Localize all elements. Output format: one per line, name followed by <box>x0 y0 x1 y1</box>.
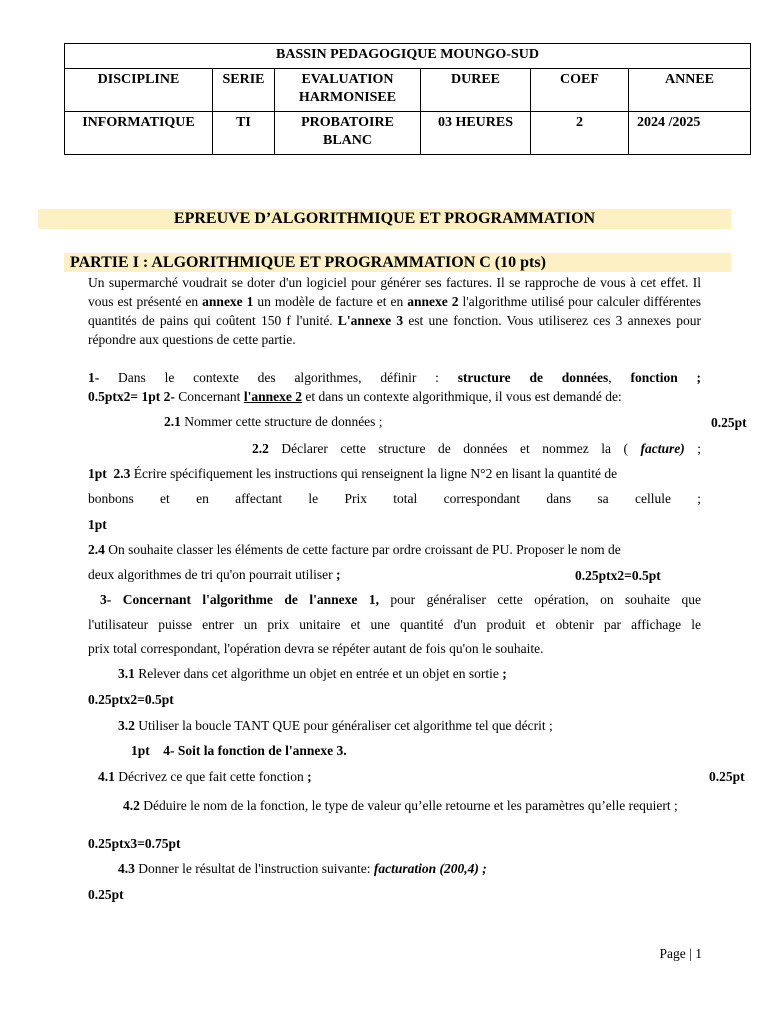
page-number: Page | 1 <box>659 946 702 961</box>
q3-text-2: l'utilisateur puisse entrer un prix unitaire et une quantité d'un produit et obtenir par affichage le <box>88 617 701 632</box>
col-header-duree: DUREE <box>421 69 531 112</box>
q22-text: Déclarer cette structure de données et nommez la ( <box>268 441 641 456</box>
q2-text-2: et dans un contexte algorithmique, il vous est demandé de: <box>301 389 622 404</box>
question-3-line-3 <box>88 639 701 658</box>
question-3-line-1 <box>100 590 701 609</box>
q43-number: 4.3 <box>118 861 135 876</box>
q1-number: 1- <box>88 370 100 385</box>
intro-text-1: Un supermarché voudrait se doter d'un logiciel pour générer ses factures. Il se rapproche de vous à cet effet. Il vous est présenté en <box>88 275 701 309</box>
intro-ref-annexe-3: L'annexe 3 <box>337 313 404 328</box>
question-4-heading-line <box>131 741 347 760</box>
q22-end: ; <box>684 441 701 456</box>
q31-text: Relever dans cet algorithme un objet en entrée et un objet en sortie <box>134 666 503 681</box>
q1-points: 0.5ptx2= 1pt <box>88 389 161 404</box>
question-4-2 <box>88 797 701 814</box>
q32-number: 3.2 <box>118 718 135 733</box>
question-2-3-line-2 <box>88 489 701 508</box>
q42-points: 0.25ptx3=0.75pt <box>88 836 181 851</box>
q21-number: 2.1 <box>164 414 181 429</box>
q4-heading: 4- Soit la fonction de l'annexe 3. <box>163 743 347 758</box>
q2-number: 2- <box>163 389 175 404</box>
cell-evaluation: PROBATOIRE BLANC <box>275 112 421 155</box>
intro-text-4: est une fonction. Vous utiliserez ces 3 annexes pour répondre aux questions de cette partie. <box>88 313 701 347</box>
table-title: BASSIN PEDAGOGIQUE MOUNGO-SUD <box>65 44 751 69</box>
q3-heading: 3- Concernant l'algorithme de l'annexe 1, <box>100 592 379 607</box>
q32-points: 1pt <box>131 743 150 758</box>
q41-points: 0.25pt <box>709 769 745 784</box>
q31-semicolon: ; <box>502 666 507 681</box>
q22-points: 1pt <box>88 466 107 481</box>
question-2-3-line-1 <box>88 464 701 483</box>
question-4-3 <box>118 859 487 878</box>
question-2-4-line-1 <box>88 540 701 559</box>
q24-text-1: On souhaite classer les éléments de cette facture par ordre croissant de PU. Proposer le nom de <box>104 542 621 557</box>
col-header-discipline: DISCIPLINE <box>65 69 213 112</box>
q31-points: 0.25ptx2=0.5pt <box>88 692 174 707</box>
header-table <box>64 43 751 155</box>
q42-text: Déduire le nom de la fonction, le type de valeur qu’elle retourne et les paramètres qu’elle requiert ; <box>139 798 678 813</box>
q1-term-fonction: fonction ; <box>630 370 701 385</box>
q24-number: 2.4 <box>88 542 105 557</box>
q32-text: Utiliser la boucle TANT QUE pour généraliser cet algorithme tel que décrit ; <box>134 718 553 733</box>
cell-duree: 03 HEURES <box>421 112 531 155</box>
q41-number: 4.1 <box>98 769 115 784</box>
q23-text-2: bonbons et en affectant le Prix total correspondant dans sa cellule ; <box>88 491 701 506</box>
q43-instruction: facturation (200,4) ; <box>373 861 487 876</box>
q21-text: Nommer cette structure de données ; <box>180 414 383 429</box>
q22-name: facture) <box>640 441 685 456</box>
q23-text-1: Écrire spécifiquement les instructions qui renseignent la ligne N°2 en lisant la quantité de <box>130 466 618 481</box>
question-3-line-2 <box>88 615 701 634</box>
cell-serie: TI <box>213 112 275 155</box>
intro-ref-annexe-2: annexe 2 <box>407 294 459 309</box>
question-4-1 <box>98 767 312 786</box>
cell-discipline: INFORMATIQUE <box>65 112 213 155</box>
question-3-2 <box>118 716 553 735</box>
cell-coef: 2 <box>531 112 629 155</box>
q24-points: 0.25ptx2=0.5pt <box>575 568 661 583</box>
q23-number: 2.3 <box>113 466 131 481</box>
q1-term-structure: structure de données <box>457 370 609 385</box>
q42-number: 4.2 <box>123 798 140 813</box>
col-header-serie: SERIE <box>213 69 275 112</box>
q21-points: 0.25pt <box>711 415 747 430</box>
q22-number: 2.2 <box>252 441 269 456</box>
q24-text-2: deux algorithmes de tri qu'on pourrait utiliser <box>88 567 337 582</box>
q2-text-1: Concernant <box>174 389 244 404</box>
question-3-1 <box>118 664 507 683</box>
q3-text-3: prix total correspondant, l'opération devra se répéter autant de fois qu'on le souhaite. <box>88 641 544 656</box>
intro-text-3: l'algorithme utilisé pour calculer différentes quantités de pains qui coûtent 150 f l'unité. <box>88 294 702 328</box>
q24-semicolon: ; <box>336 567 341 582</box>
q31-number: 3.1 <box>118 666 135 681</box>
question-2-2 <box>252 439 701 458</box>
q41-text: Décrivez ce que fait cette fonction <box>114 769 308 784</box>
q2-ref-annexe-2: l'annexe 2 <box>243 389 302 404</box>
q43-points: 0.25pt <box>88 887 124 902</box>
intro-text-2: un modèle de facture et en <box>253 294 408 309</box>
question-2-line <box>88 387 701 406</box>
q43-text: Donner le résultat de l'instruction suivante: <box>134 861 374 876</box>
q1-text: Dans le contexte des algorithmes, définir : <box>99 370 458 385</box>
intro-paragraph <box>88 273 701 349</box>
col-header-coef: COEF <box>531 69 629 112</box>
cell-annee: 2024 /2025 <box>629 112 751 155</box>
q23-points: 1pt <box>88 517 107 532</box>
question-1 <box>88 368 701 387</box>
col-header-evaluation: EVALUATION HARMONISEE <box>275 69 421 112</box>
q1-separator: , <box>608 370 631 385</box>
question-2-1 <box>164 412 383 431</box>
exam-title: EPREUVE D’ALGORITHMIQUE ET PROGRAMMATION <box>38 209 731 229</box>
q41-semicolon: ; <box>307 769 312 784</box>
q3-text-1: pour généraliser cette opération, on souhaite que <box>378 592 701 607</box>
col-header-annee: ANNEE <box>629 69 751 112</box>
part-title: PARTIE I : ALGORITHMIQUE ET PROGRAMMATION C (10 pts) <box>64 253 731 272</box>
intro-ref-annexe-1: annexe 1 <box>202 294 254 309</box>
